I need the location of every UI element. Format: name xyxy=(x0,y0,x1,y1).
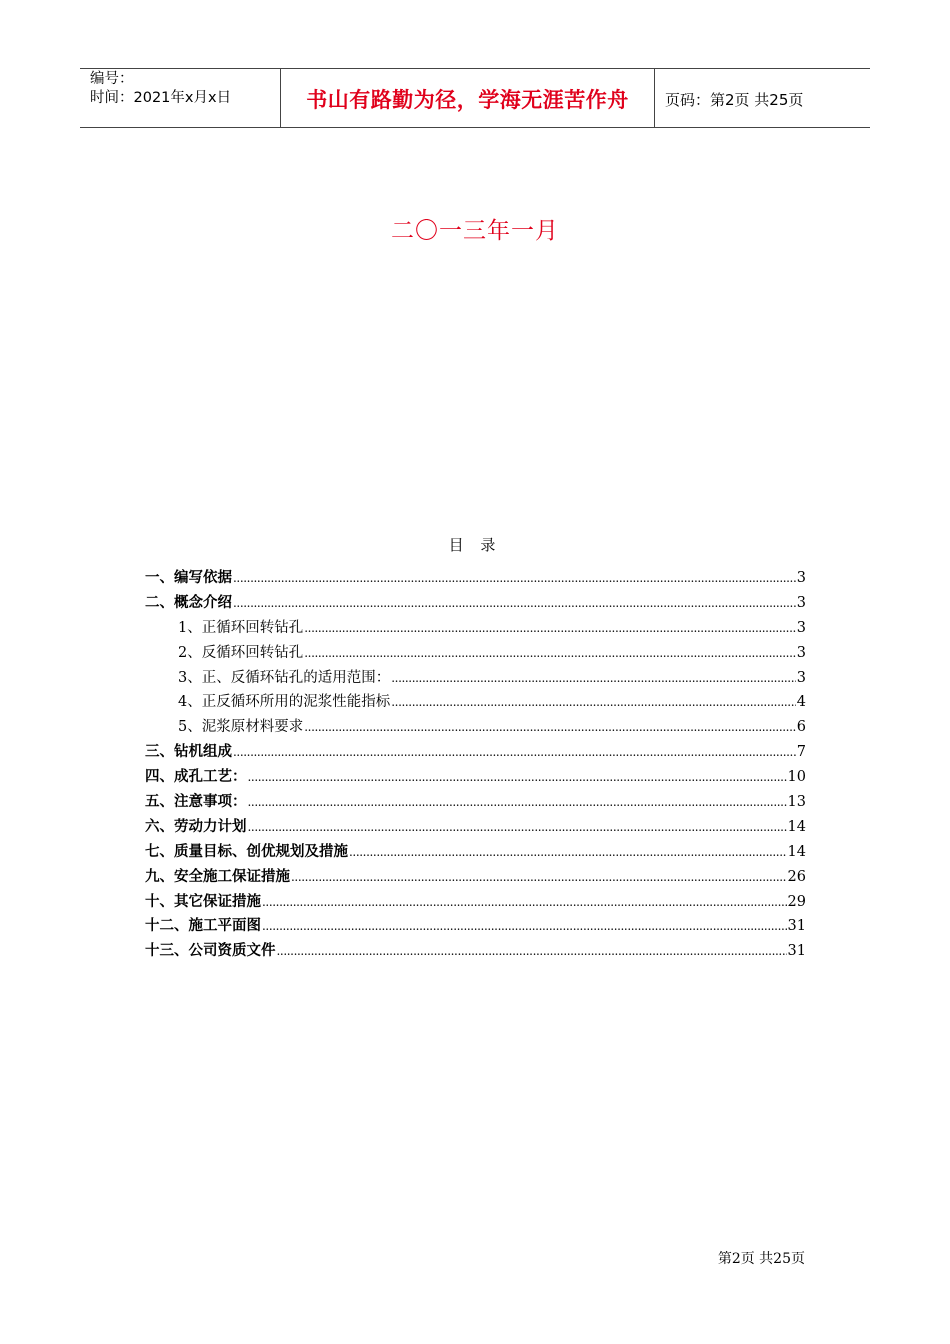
toc-subentry[interactable] xyxy=(145,690,806,715)
toc-entry[interactable] xyxy=(145,790,806,815)
toc-entry[interactable] xyxy=(145,914,806,939)
toc-entry-page: 3 xyxy=(796,594,806,611)
toc-entry-label: 1、正循环回转钻孔 xyxy=(178,619,304,636)
toc-entry-label: 三、钻机组成 xyxy=(145,744,232,761)
toc-dot-leader xyxy=(291,865,787,890)
document-number-label: 编号： xyxy=(90,71,134,87)
toc-subentry[interactable] xyxy=(145,715,806,740)
toc-dot-leader xyxy=(391,666,796,691)
toc-entry-label: 十、其它保证措施 xyxy=(145,893,261,910)
toc-entry-page: 13 xyxy=(787,794,806,811)
toc-entry-label: 五、注意事项： xyxy=(145,794,247,811)
toc-entry-page: 3 xyxy=(796,619,806,636)
toc-entry-page: 10 xyxy=(787,769,806,786)
toc-entry[interactable] xyxy=(145,740,806,765)
page-footer: 第2页 共25页 xyxy=(717,1251,805,1267)
toc-dot-leader xyxy=(391,690,796,715)
toc-entry-page: 14 xyxy=(787,818,806,835)
toc-dot-leader xyxy=(233,740,796,765)
toc-entry-label: 一、编写依据 xyxy=(145,570,232,586)
toc-dot-leader xyxy=(277,939,787,964)
toc-entry-label: 六、劳动力计划 xyxy=(145,818,247,835)
document-date-title: 二〇一三年一月 xyxy=(391,218,559,244)
toc-entry[interactable] xyxy=(145,591,806,616)
toc-entry-page: 31 xyxy=(787,943,806,960)
toc-dot-leader xyxy=(248,765,787,790)
toc-entry-label: 3、正、反循环钻孔的适用范围： xyxy=(178,669,391,686)
toc-dot-leader xyxy=(304,641,796,666)
toc-entry-label: 5、泥浆原材料要求 xyxy=(178,719,304,736)
toc-entry-page: 6 xyxy=(796,719,806,736)
toc-subentry[interactable] xyxy=(145,641,806,666)
toc-entry[interactable] xyxy=(145,865,806,890)
toc-entry-page: 26 xyxy=(787,868,806,885)
toc-entry-label: 九、安全施工保证措施 xyxy=(145,868,290,885)
toc-dot-leader xyxy=(233,591,796,616)
toc-entry-label: 2、反循环回转钻孔 xyxy=(178,644,304,661)
toc-entry-label: 七、质量目标、创优规划及措施 xyxy=(145,843,348,860)
toc-entry-label: 十三、公司资质文件 xyxy=(145,943,276,960)
toc-dot-leader xyxy=(233,566,796,591)
toc-entry-label: 二、概念介绍 xyxy=(145,594,232,611)
header-motto-cell xyxy=(281,69,655,127)
toc-entry-label: 4、正反循环所用的泥浆性能指标 xyxy=(178,694,391,711)
toc-entry[interactable] xyxy=(145,890,806,915)
toc-dot-leader xyxy=(304,616,796,641)
toc-entry-page: 31 xyxy=(787,918,806,935)
toc-entry-page: 29 xyxy=(787,893,806,910)
toc-title: 目 录 xyxy=(448,536,502,554)
toc-dot-leader xyxy=(262,890,787,915)
toc-subentry[interactable] xyxy=(145,616,806,641)
toc-subentry[interactable] xyxy=(145,666,806,691)
toc-entry-label: 十二、施工平面图 xyxy=(145,918,261,935)
toc-entry[interactable] xyxy=(145,840,806,865)
page-header xyxy=(80,68,870,128)
header-page-cell xyxy=(655,69,870,127)
header-page-info: 页码：第2页 共25页 xyxy=(665,90,804,109)
toc-entry-page: 3 xyxy=(796,669,806,686)
toc-entry-label: 四、成孔工艺： xyxy=(145,769,247,786)
toc-entry[interactable] xyxy=(145,566,806,591)
toc-entry-page: 4 xyxy=(796,694,806,711)
toc-entry[interactable] xyxy=(145,765,806,790)
header-motto: 书山有路勤为径，学海无涯苦作舟 xyxy=(306,88,629,112)
toc-dot-leader xyxy=(248,815,787,840)
toc-entry[interactable] xyxy=(145,815,806,840)
toc-entry-page: 3 xyxy=(796,570,806,586)
document-time-label: 时间：2021年x月x日 xyxy=(90,90,232,106)
toc-dot-leader xyxy=(248,790,787,815)
toc-dot-leader xyxy=(349,840,787,865)
table-of-contents xyxy=(145,566,806,964)
header-meta xyxy=(80,69,281,127)
toc-entry-page: 14 xyxy=(787,843,806,860)
toc-dot-leader xyxy=(304,715,796,740)
toc-entry[interactable] xyxy=(145,939,806,964)
toc-dot-leader xyxy=(262,914,787,939)
toc-entry-page: 7 xyxy=(796,744,806,761)
toc-entry-page: 3 xyxy=(796,644,806,661)
